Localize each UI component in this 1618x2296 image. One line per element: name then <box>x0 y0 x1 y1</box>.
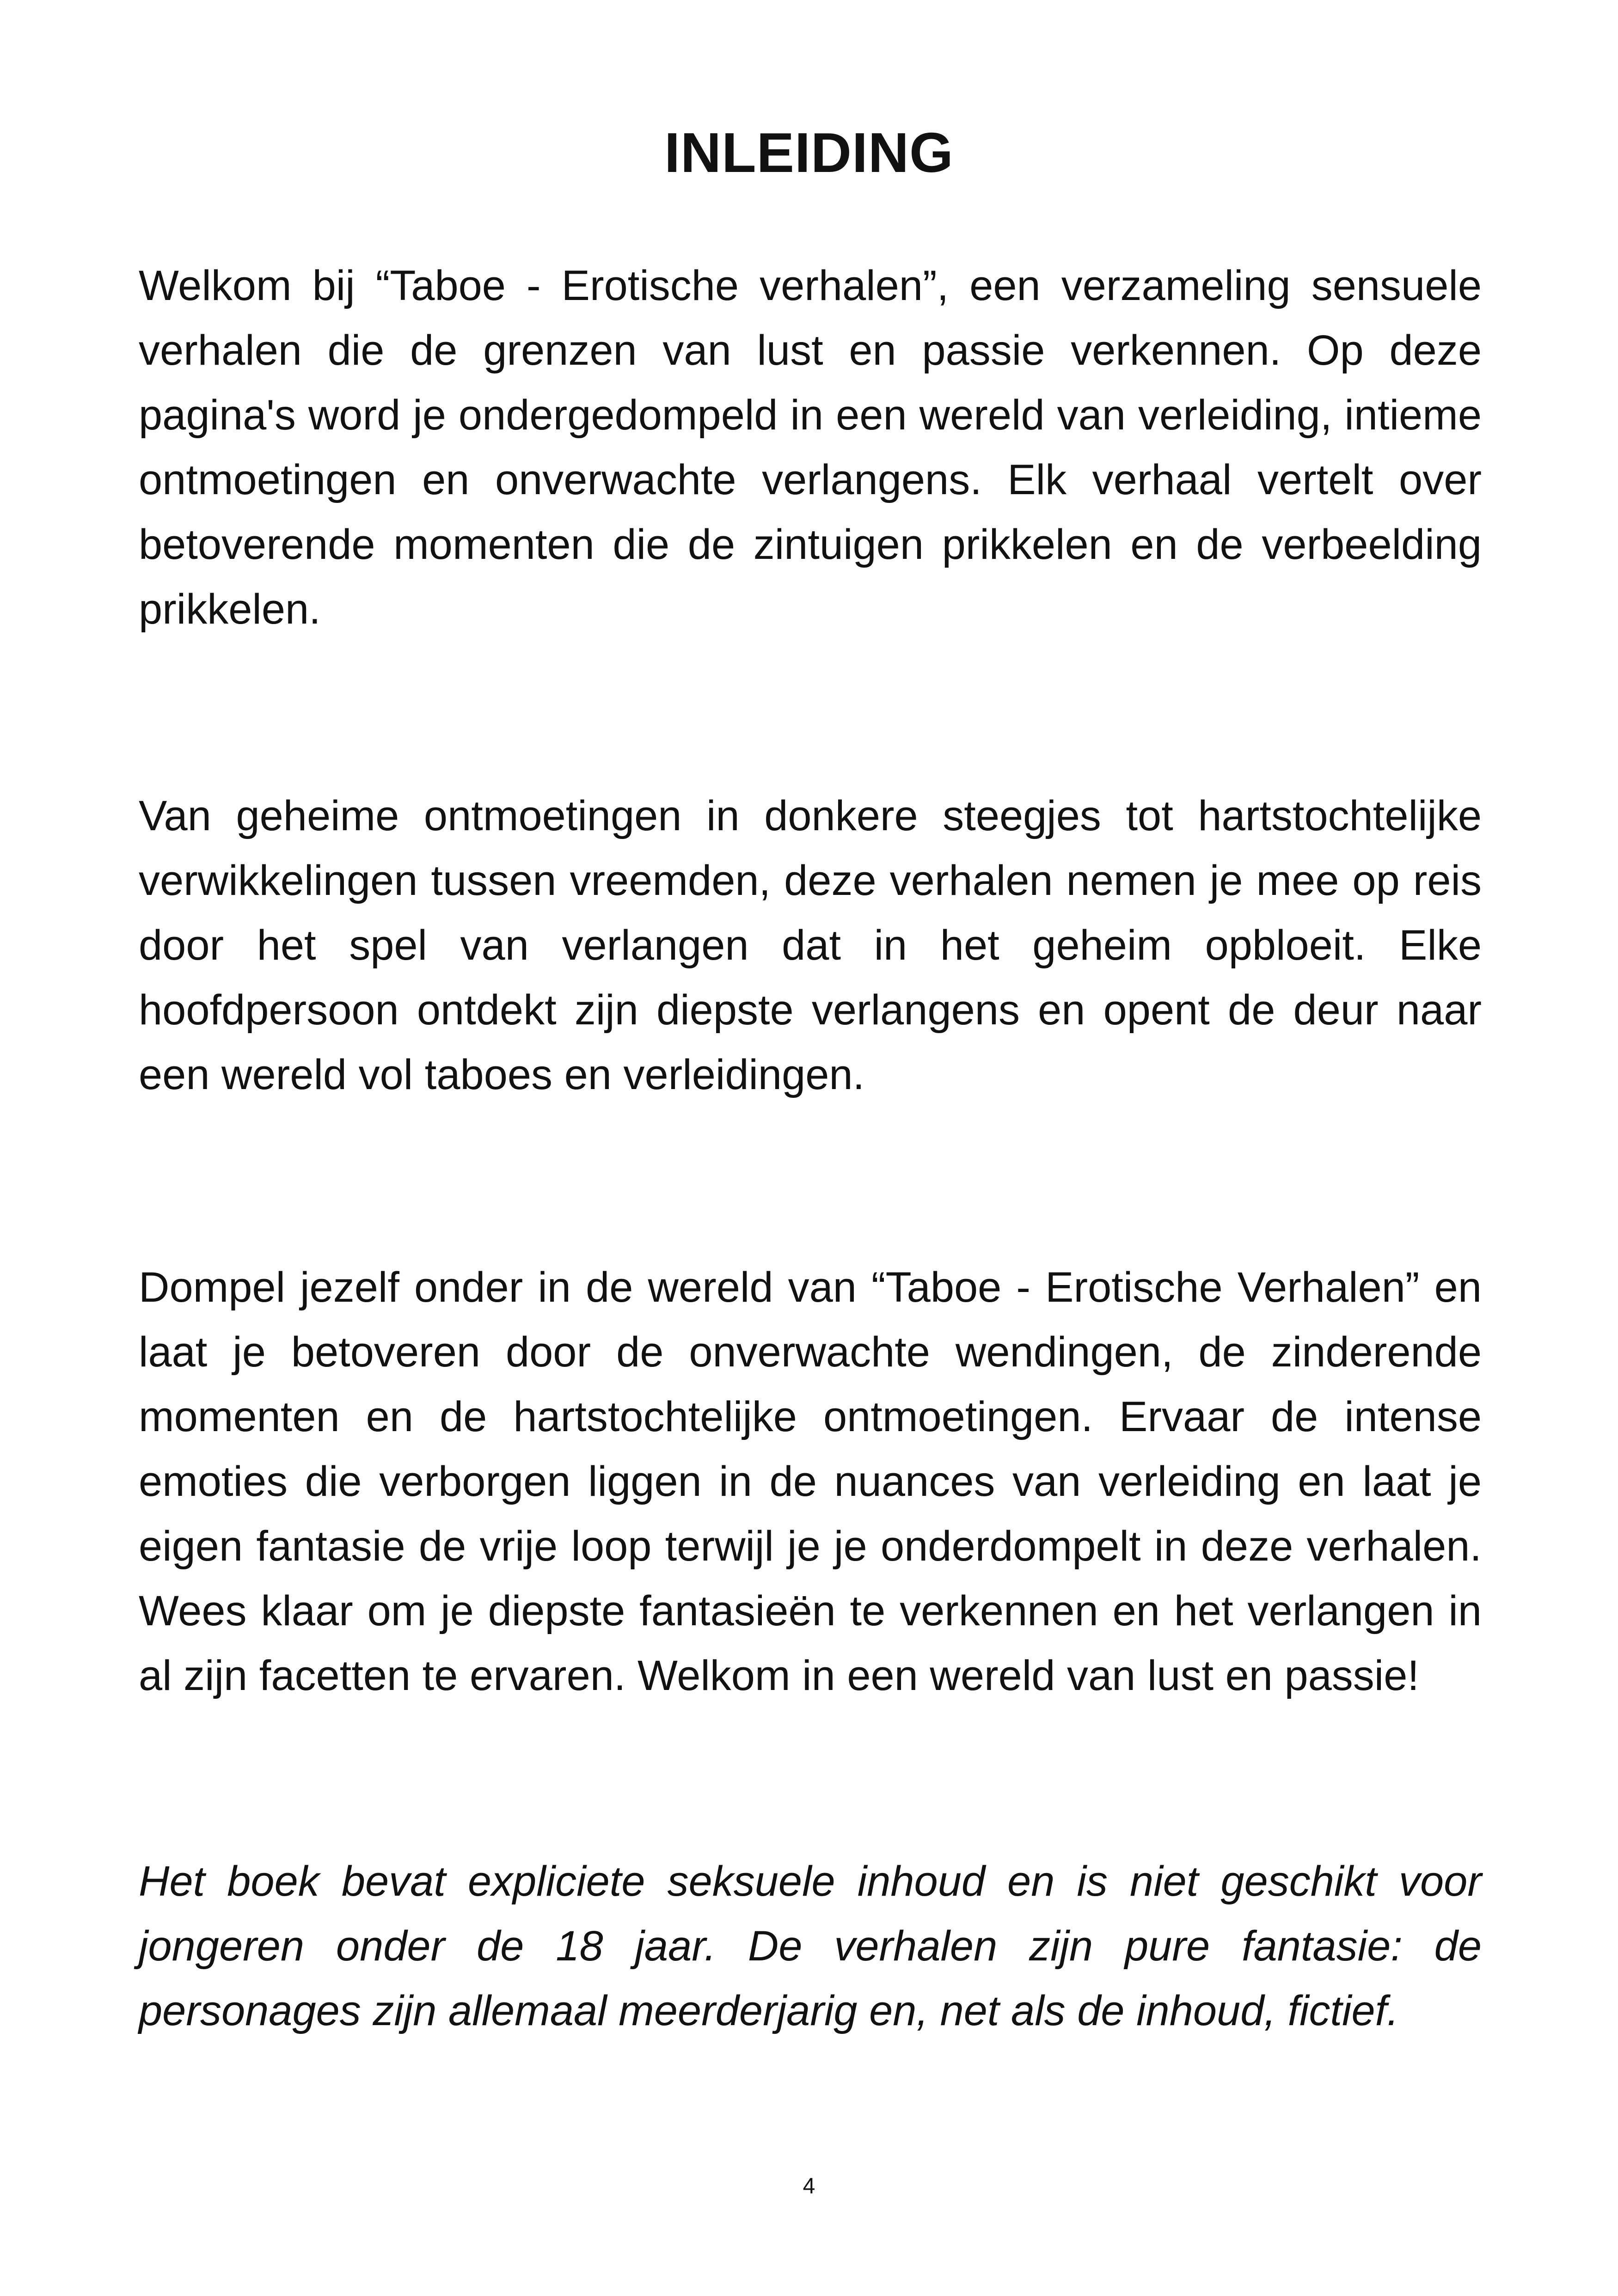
intro-paragraph-2: Van geheime ontmoetingen in donkere steegjes tot hartstochtelijke verwikkelingen tussen vreemden, deze verhalen nemen je mee op reis door het spel van verlangen dat in het geheim opbloeit. Elke hoofdpersoon ontdekt zijn diepste verlangens en opent de deur naar een wereld vol taboes en verleidingen. <box>139 792 1482 1098</box>
intro-paragraph-3: Dompel jezelf onder in de wereld van “Taboe - Erotische Verhalen” en laat je betoveren door de onverwachte wendingen, de zinderende momenten en de hartstochtelijke ontmoetingen. Ervaar de intense emoties die verborgen liggen in de nuances van verleiding en laat je eigen fantasie de vrije loop terwijl je je onderdompelt in deze verhalen. Wees klaar om je diepste fantasieën te verkennen en het verlangen in al zijn facetten te ervaren. Welkom in een wereld van lust en passie! <box>139 1264 1482 1699</box>
disclaimer-paragraph: Het boek bevat expliciete seksuele inhoud en is niet geschikt voor jongeren onder de 18 jaar. De verhalen zijn pure fantasie: de personages zijn allemaal meerderjarig en, net als de inhoud, fictief. <box>139 1858 1482 2034</box>
page-title: INLEIDING <box>664 121 954 184</box>
intro-paragraph-1: Welkom bij “Taboe - Erotische verhalen”, een verzameling sensuele verhalen die de grenzen van lust en passie verkennen. Op deze pagina's word je ondergedompeld in een wereld van verleiding, intieme ontmoetingen en onverwachte verlangens. Elk verhaal vertelt over betoverende momenten die de zintuigen prikkelen en de verbeelding prikkelen. <box>139 262 1482 633</box>
page-number: 4 <box>803 2174 815 2198</box>
